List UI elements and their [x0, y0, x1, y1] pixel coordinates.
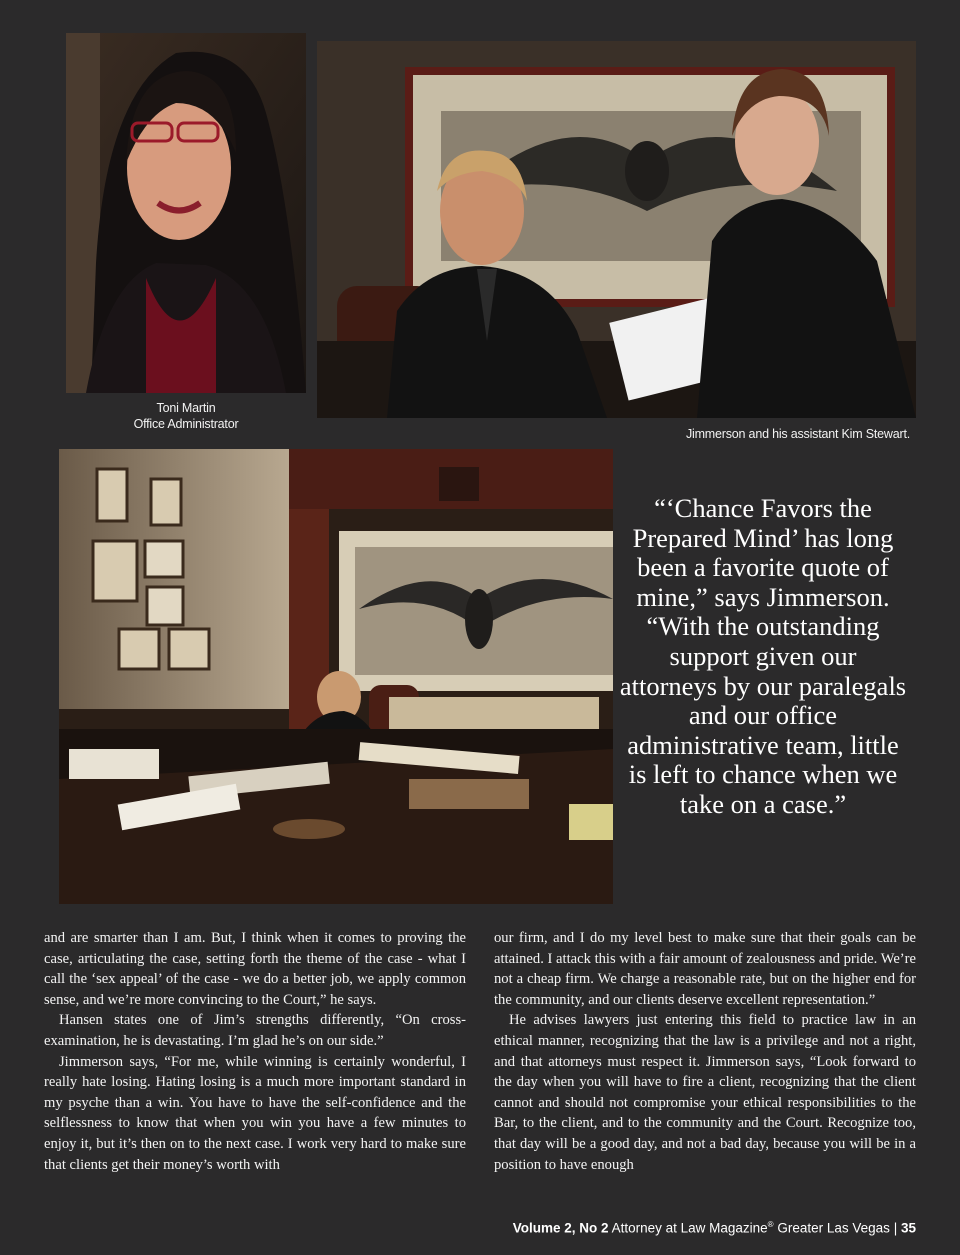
footer-issue: Volume 2, No 2: [512, 1220, 609, 1236]
left-paragraph-3: Jimmerson says, “For me, while winning is certainly wonderful, I really hate losing. Hating losing is a much more important standard in my psyche than a win. You have to have the self-confidence and the selflessness to know that when you win you have a few minutes to enjoy it, but it’s then on to the next case. I work very hard to make sure that clients get their money’s worth with: [44, 1053, 466, 1173]
office-photo: [59, 449, 613, 904]
caption-title: Office Administrator: [133, 417, 239, 431]
toni-martin-photo: [66, 33, 306, 393]
right-column: [494, 928, 916, 1175]
left-paragraph-2: Hansen states one of Jim’s strengths differently, “On cross-examination, he is devastating. I’m glad he’s on our side.”: [44, 1012, 466, 1049]
right-paragraph-1: our firm, and I do my level best to make sure that their goals can be attained. I attack this with a fair amount of zealousness and pride. We’re not a cheap firm. We charge a reasonable rate, but on the higher end for the community, and our clients deserve excellent representation.”: [494, 930, 916, 1008]
jimmerson-stewart-caption: Jimmerson and his assistant Kim Stewart.: [685, 427, 910, 441]
caption-name: Toni Martin: [156, 401, 216, 415]
left-paragraph-1: and are smarter than I am. But, I think when it comes to proving the case, articulating the case, setting forth the theme of the case - what I call the ‘sex appeal’ of the case - we do a better job, we apply common sense, and we’re more convincing to the Court,” he says.: [44, 930, 466, 1008]
footer-separator: |: [893, 1220, 898, 1236]
left-column: [44, 928, 466, 1175]
footer-page-number: 35: [900, 1220, 916, 1236]
footer-edition: Greater Las Vegas: [777, 1220, 890, 1236]
footer-registered-mark: ®: [767, 1220, 774, 1229]
jimmerson-stewart-photo: [317, 41, 916, 418]
page-footer: [513, 1220, 916, 1236]
right-paragraph-2: He advises lawyers just entering this field to practice law in an ethical manner, recognizing that the law is a privilege and not a right, and that attorneys must respect it. Jimmerson says, “Look forward to the day when you will have to fire a client, recognizing that the client cannot and should not compromise your ethical responsibilities to the Bar, to the client, and to the community and the Court. Recognize too, that day will be a good day, and not a bad day, because you will be in a position to have enough: [494, 1012, 916, 1173]
toni-martin-caption: [66, 400, 306, 432]
footer-magazine: Attorney at Law Magazine: [611, 1220, 768, 1236]
pull-quote: “‘Chance Favors the Prepared Mind’ has long been a favorite quote of mine,” says Jimmerson. “With the outstanding support given our attorneys by our paralegals and our office administrative team, little is left to chance when we take on a case.”: [619, 493, 907, 819]
